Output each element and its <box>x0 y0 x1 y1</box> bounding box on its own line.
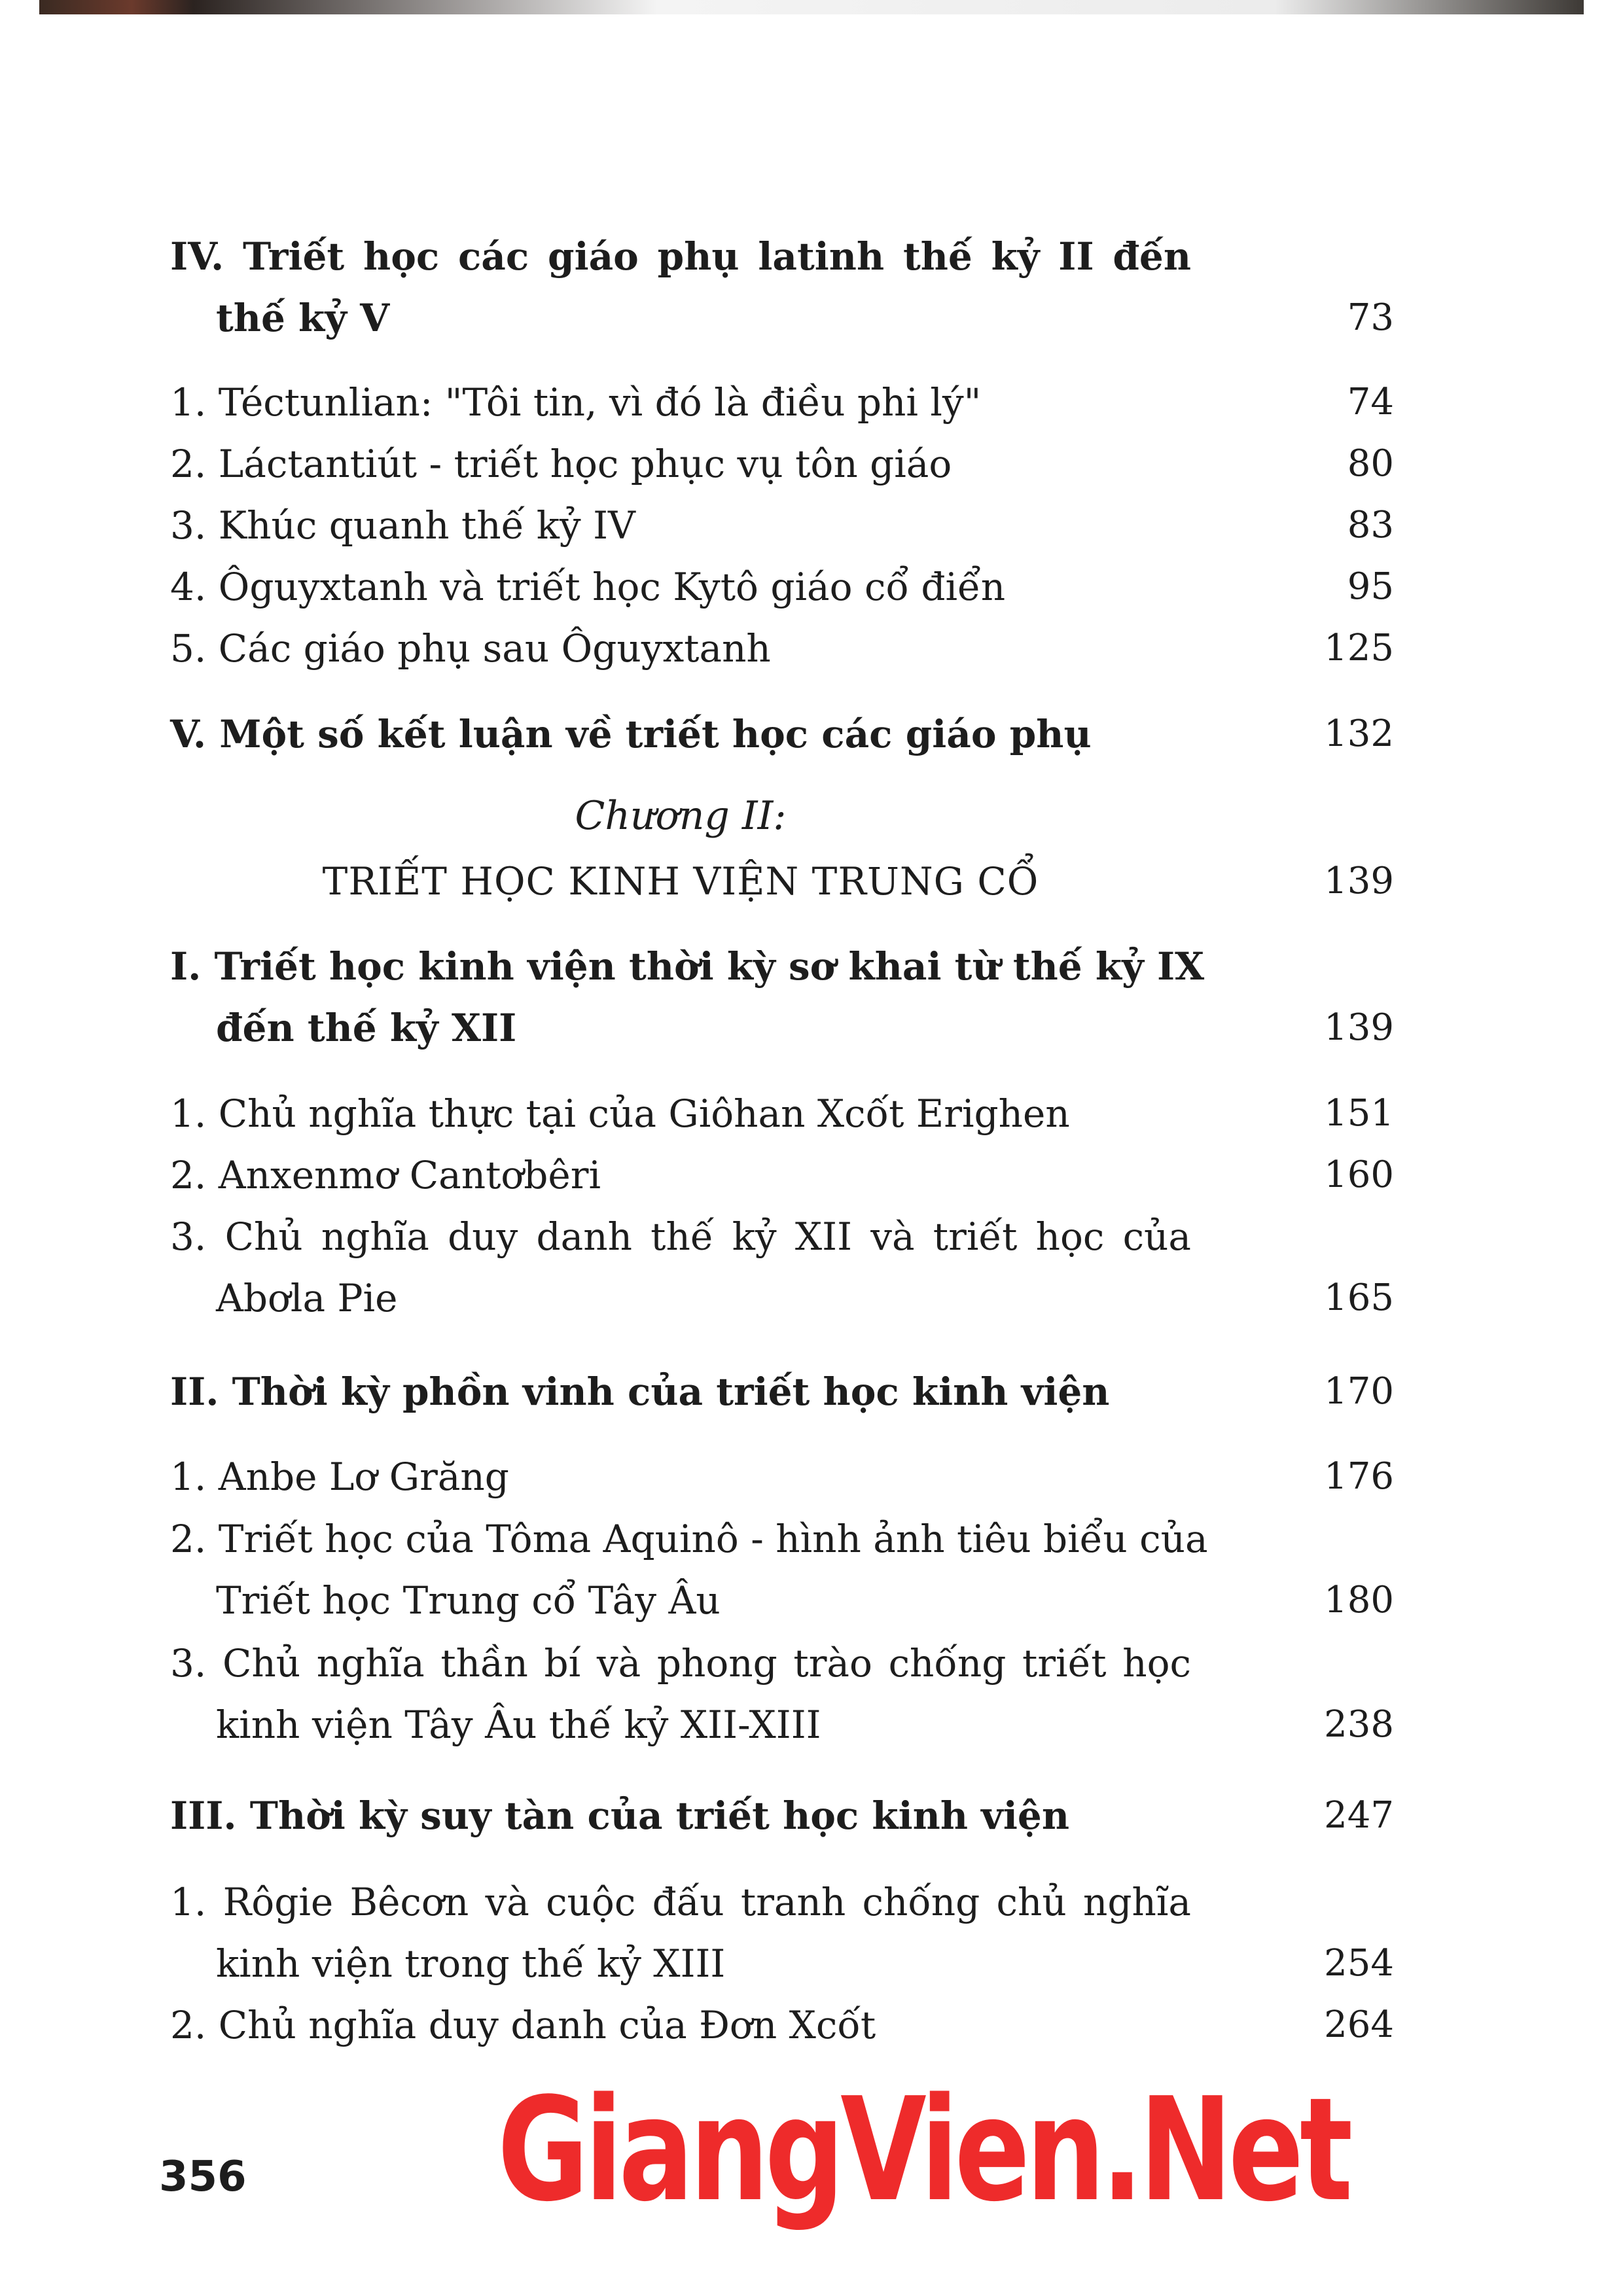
toc-page-number: 74 <box>1347 381 1394 423</box>
toc-entry-title: 2. Anxenmơ Cantơbêri <box>170 1153 601 1197</box>
toc-page-number: 151 <box>1324 1092 1394 1135</box>
toc-page-number: 180 <box>1324 1579 1394 1621</box>
toc-entry-title: 2. Chủ nghĩa duy danh của Đơn Xcốt <box>170 2003 876 2047</box>
toc-entry-title: 3. Chủ nghĩa duy danh thế kỷ XII và triết học của Abơla Pie <box>170 1214 1191 1320</box>
toc-entry-title: 5. Các giáo phụ sau Ôguyxtanh <box>170 626 771 671</box>
toc-entry-title: III. Thời kỳ suy tàn của triết học kinh viện <box>170 1793 1069 1838</box>
toc-page-number: 160 <box>1324 1154 1394 1196</box>
toc-page-number: 83 <box>1347 504 1394 546</box>
toc-page-number: 247 <box>1324 1794 1394 1837</box>
toc-page-number: 95 <box>1347 565 1394 608</box>
toc-page-number: 170 <box>1324 1370 1394 1413</box>
toc-entry-title: 3. Khúc quanh thế kỷ IV <box>170 503 635 548</box>
toc-entry-title: IV. Triết học các giáo phụ latinh thế kỷ II đến thế kỷ V <box>170 234 1191 340</box>
toc-entry-title: 2. Triết học của Tôma Aquinô - hình ảnh tiêu biểu của Triết học Trung cổ Tây Âu <box>170 1517 1208 1623</box>
toc-page-number: 139 <box>1324 860 1394 902</box>
toc-entry-title: 1. Rôgie Bêcơn và cuộc đấu tranh chống chủ nghĩa kinh viện trong thế kỷ XIII <box>170 1880 1191 1986</box>
toc-entry-title: 2. Láctantiút - triết học phục vụ tôn giáo <box>170 442 952 486</box>
toc-entry-title: 1. Anbe Lơ Grăng <box>170 1455 509 1499</box>
toc-page-number: 165 <box>1324 1277 1394 1319</box>
toc-entry-title: 1. Chủ nghĩa thực tại của Giôhan Xcốt Erighen <box>170 1091 1070 1136</box>
toc-page-number: 139 <box>1324 1006 1394 1049</box>
toc-page-number: 132 <box>1324 713 1394 755</box>
toc-page-number: 254 <box>1324 1942 1394 1985</box>
table-of-contents <box>170 0 1427 2296</box>
toc-page-number: 238 <box>1324 1703 1394 1746</box>
toc-page-number: 80 <box>1347 442 1394 485</box>
toc-page-number: 125 <box>1324 627 1394 669</box>
page-number-footer: 356 <box>159 2153 247 2201</box>
toc-entry-title: 1. Téctunlian: "Tôi tin, vì đó là điều phi lý" <box>170 380 982 425</box>
toc-page-number: 176 <box>1324 1455 1394 1498</box>
toc-page-number: 264 <box>1324 2004 1394 2046</box>
chapter-label: Chương II: <box>575 793 787 839</box>
toc-entry-title: 4. Ôguyxtanh và triết học Kytô giáo cổ điển <box>170 565 1006 609</box>
toc-entry-title: 3. Chủ nghĩa thần bí và phong trào chống triết học kinh viện Tây Âu thế kỷ XII-XIII <box>170 1641 1191 1747</box>
toc-entry-title: I. Triết học kinh viện thời kỳ sơ khai từ thế kỷ IX đến thế kỷ XII <box>170 944 1205 1050</box>
toc-entry-title: II. Thời kỳ phồn vinh của triết học kinh viện <box>170 1369 1110 1414</box>
chapter-title: TRIẾT HỌC KINH VIỆN TRUNG CỔ <box>322 859 1039 904</box>
toc-entry-title: V. Một số kết luận về triết học các giáo phụ <box>170 712 1092 756</box>
watermark-logo: GiangVien.Net <box>497 2068 1349 2233</box>
toc-page-number: 73 <box>1347 296 1394 339</box>
